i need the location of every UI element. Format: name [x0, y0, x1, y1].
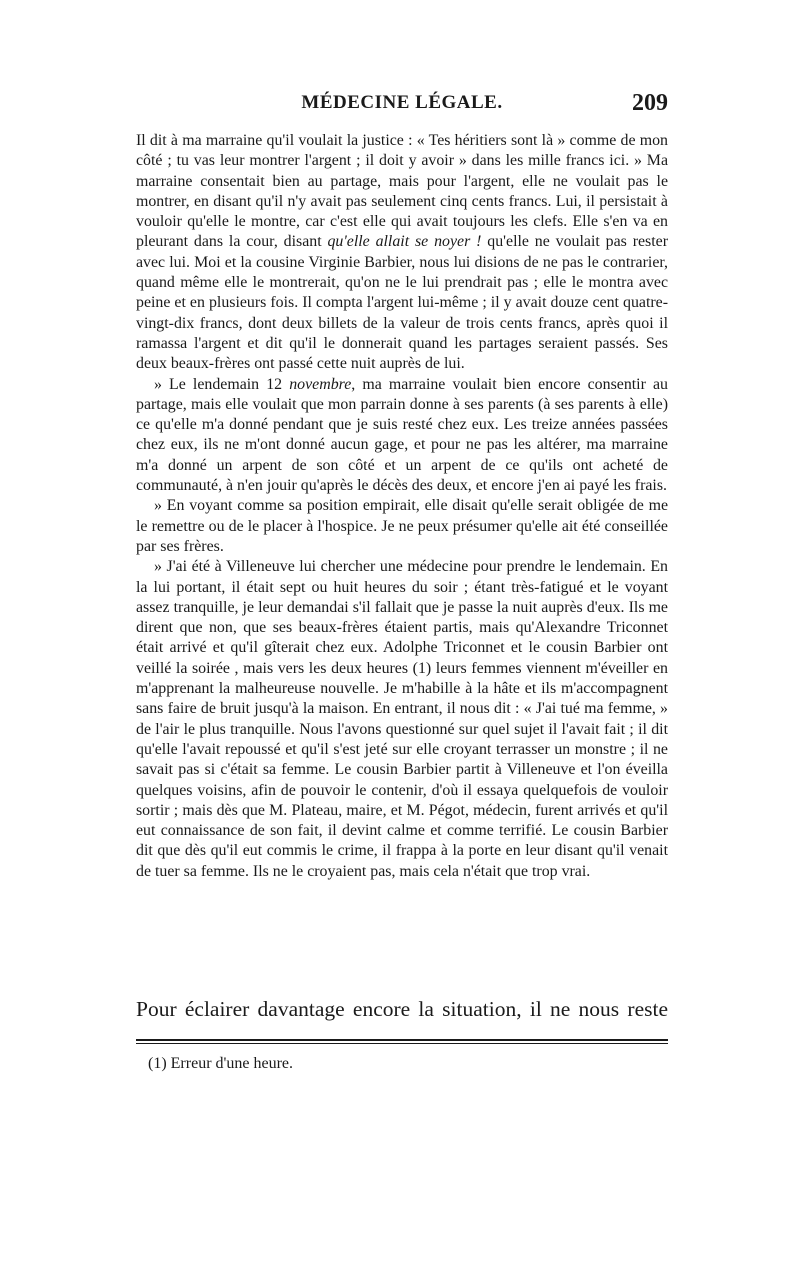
running-title: MÉDECINE LÉGALE.	[301, 92, 503, 113]
footnote-rule-thick	[136, 1039, 668, 1041]
italic-text: qu'elle allait se noyer !	[327, 233, 482, 251]
paragraph	[136, 496, 668, 557]
text-run: » Le lendemain 12	[154, 375, 290, 393]
text-run: qu'elle ne voulait pas rester avec lui. Moi et la cousine Virginie Barbier, nous lui disions de ne pas le contrarier, quand même elle le montrerait, qu'on ne le lui prendrait pas ; elle le montra avec peine et en plusieurs fois. Il compta l'argent lui-même ; il y avait douze cent quatre-vingt-dix francs, dont deux billets de la valeur de trois cents francs, après quoi il ramassa l'argent et dit qu'il le donnerait quand les partages seraient passés. Ses deux beaux-frères ont passé cette nuit auprès de lui.	[136, 233, 668, 373]
footnote-rule-thin	[136, 1043, 668, 1044]
paragraph	[136, 131, 668, 375]
text-run: » En voyant comme sa position empirait, elle disait qu'elle serait obligée de me le remettre ou de le placer à l'hospice. Je ne peux présumer qu'elle ait été conseillée par ses frères.	[136, 497, 668, 555]
text-run: , ma marraine voulait bien encore consentir au partage, mais elle voulait que mon parrain donne à ses parents (à ses parents à elle) ce qu'elle m'a donné pendant que je suis resté chez eux. Les treize années passées chez eux, ils ne m'ont donné aucun gage, et pour ne pas les altérer, ma marraine m'a donné un arpent de son côté et un arpent de ce qu'ils ont acheté de communauté, à n'en jouir qu'après le décès des deux, et encore j'en ai payé les frais.	[136, 375, 668, 495]
text-run: Il dit à ma marraine qu'il voulait la justice : « Tes héritiers sont là » comme de mon côté ; tu vas leur montrer l'argent ; il doit y avoir » dans les mille francs ici. » Ma marraine consentait bien au partage, mais pour l'argent, elle ne voulait pas le montrer, en disant qu'il n'y avait pas seulement cinq cents francs. Lui, il persistait à vouloir qu'elle le montre, car c'est elle qui avait toujours les clefs. Elle s'en va en pleurant dans la cour, disant	[136, 132, 668, 251]
page-header	[136, 92, 668, 122]
italic-text: novembre	[289, 375, 352, 393]
closing-line: Pour éclairer davantage encore la situation, il ne nous reste	[136, 997, 668, 1021]
page-number: 209	[632, 90, 668, 116]
text-run: » J'ai été à Villeneuve lui chercher une médecine pour prendre le lendemain. En la lui portant, il était sept ou huit heures du soir ; étant très-fatigué et le voyant assez tranquille, je leur demandai s'il fallait que je passe la nuit auprès d'eux. Ils me dirent que non, que ses beaux-frères étaient partis, mais qu'Alexandre Triconnet était arrivé et qu'il gîterait chez eux. Adolphe Triconnet et le cousin Barbier ont veillé la soirée , mais vers les deux heures (1) leurs femmes viennent m'éveiller en m'apprenant la malheureuse nouvelle. Je m'habille à la hâte et ils m'accompagnent sans faire de bruit jusqu'à la maison. En entrant, il nous dit : « J'ai tué ma femme, » de l'air le plus tranquille. Nous l'avons questionné sur quel sujet il l'avait fait ; il dit qu'elle l'avait repoussé et qu'il s'est jeté sur elle croyant terrasser un monstre ; il ne savait pas si c'était sa femme. Le cousin Barbier partit à Villeneuve et l'on éveilla quelques voisins, afin de pouvoir le contenir, d'où il essaya quelquefois de vouloir sortir ; mais dès que M. Plateau, maire, et M. Pégot, médecin, furent arrivés et qu'il eut connaissance de son fait, il devint calme et comme terrifié. Le cousin Barbier dit que dès qu'il eut commis le crime, il frappa à la porte en leur disant qu'il venait de tuer sa femme. Ils ne le croyaient pas, mais cela n'était que trop vrai.	[136, 558, 668, 880]
body-text	[136, 131, 668, 882]
paragraph	[136, 557, 668, 882]
paragraph	[136, 375, 668, 497]
footnote: (1) Erreur d'une heure.	[148, 1055, 294, 1072]
